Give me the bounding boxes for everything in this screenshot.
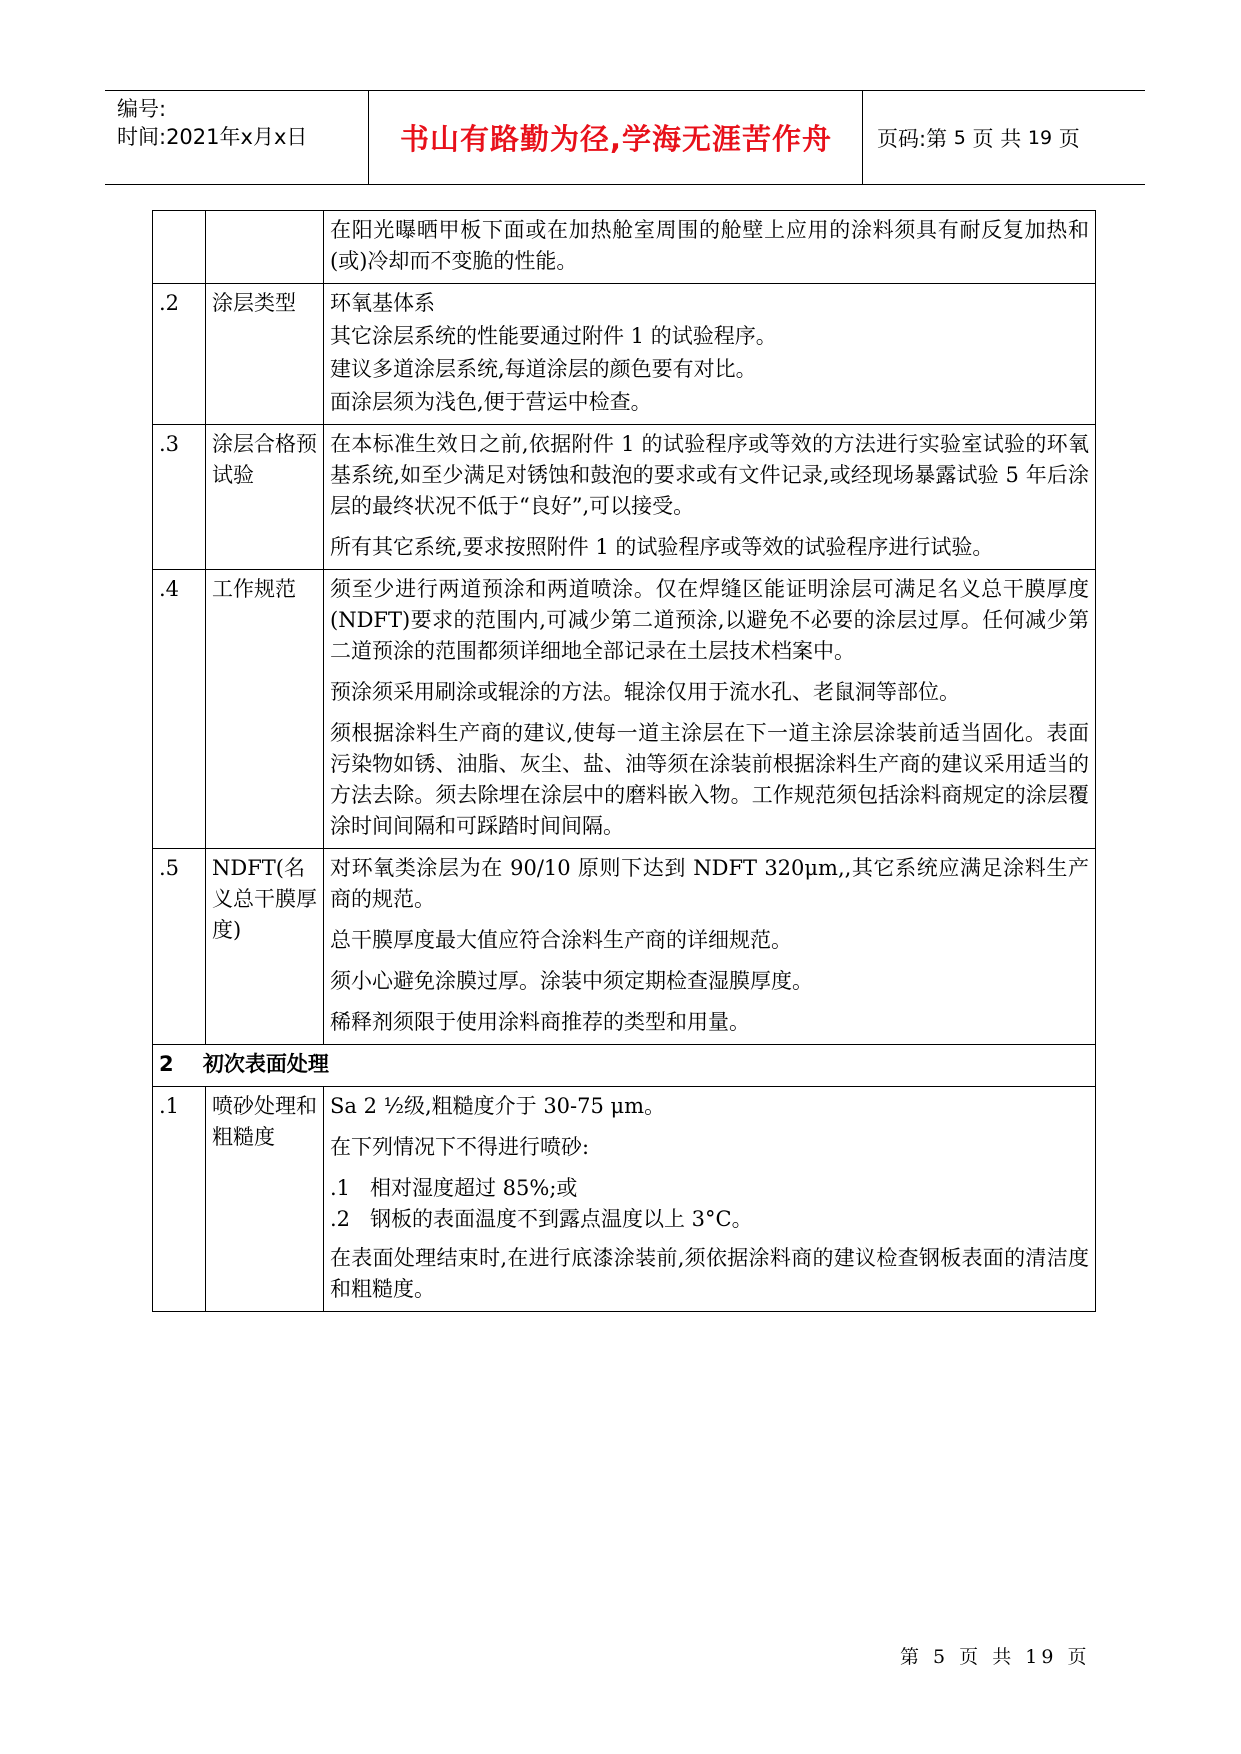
paragraph: 在下列情况下不得进行喷砂: <box>330 1135 590 1159</box>
row-content <box>324 284 1096 425</box>
row-number: .4 <box>153 570 206 849</box>
row-number: .5 <box>153 849 206 1045</box>
section-title: 初次表面处理 <box>202 1052 329 1076</box>
table-row <box>153 425 1096 570</box>
paragraph: 面涂层须为浅色,便于营运中检查。 <box>330 390 652 414</box>
paragraph: 对环氧类涂层为在 90/10 原则下达到 NDFT 320μm,,其它系统应满足涂料生产商的规范。 <box>330 856 1089 911</box>
row-number <box>153 211 206 284</box>
header-meta <box>117 95 367 151</box>
row-number: .3 <box>153 425 206 570</box>
row-label: 工作规范 <box>206 570 324 849</box>
section-row <box>153 1045 1096 1087</box>
row-label: 涂层合格预试验 <box>206 425 324 570</box>
table-row <box>153 570 1096 849</box>
paragraph: 稀释剂须限于使用涂料商推荐的类型和用量。 <box>330 1010 750 1034</box>
paragraph: 在表面处理结束时,在进行底漆涂装前,须依据涂料商的建议检查钢板表面的清洁度和粗糙度。 <box>330 1246 1089 1301</box>
page-total: 19 <box>1027 126 1053 149</box>
header-divider <box>862 91 863 184</box>
row-content <box>324 1087 1096 1312</box>
paragraph: 环氧基体系 <box>330 291 435 315</box>
list-item-number: .2 <box>330 1207 351 1231</box>
list-item <box>330 1173 1089 1204</box>
page-prefix: 页码:第 <box>877 126 948 151</box>
section-number: 2 <box>159 1052 174 1076</box>
row-label: 喷砂处理和粗糙度 <box>206 1087 324 1312</box>
row-content <box>324 425 1096 570</box>
table-row <box>153 1087 1096 1312</box>
paragraph: Sa 2 ½级,粗糙度介于 30-75 μm。 <box>330 1094 666 1118</box>
page-current: 5 <box>953 126 966 149</box>
list-item <box>330 1204 1089 1235</box>
page-footer: 第 5 页 共 19 页 <box>900 1646 1091 1668</box>
page-suffix: 页 <box>1058 126 1080 151</box>
row-content <box>324 211 1096 284</box>
paragraph: 在阳光曝晒甲板下面或在加热舱室周围的舱壁上应用的涂料须具有耐反复加热和(或)冷却而不变脆的性能。 <box>330 218 1089 273</box>
list-item-number: .1 <box>330 1176 351 1200</box>
section-heading <box>153 1045 1096 1087</box>
paragraph: 须根据涂料生产商的建议,使每一道主涂层在下一道主涂层涂装前适当固化。表面污染物如锈、油脂、灰尘、盐、油等须在涂装前根据涂料生产商的建议采用适当的方法去除。须去除埋在涂层中的磨料嵌入物。工作规范须包括涂料商规定的涂层覆涂时间间隔和可踩踏时间间隔。 <box>330 721 1089 838</box>
table-row <box>153 211 1096 284</box>
row-content <box>324 570 1096 849</box>
paragraph: 其它涂层系统的性能要通过附件 1 的试验程序。 <box>330 324 777 348</box>
paragraph: 建议多道涂层系统,每道涂层的颜色要有对比。 <box>330 357 757 381</box>
row-content <box>324 849 1096 1045</box>
row-label: 涂层类型 <box>206 284 324 425</box>
paragraph: 所有其它系统,要求按照附件 1 的试验程序或等效的试验程序进行试验。 <box>330 535 994 559</box>
list-item-text: 相对湿度超过 85%;或 <box>370 1176 578 1200</box>
header-motto: 书山有路勤为径,学海无涯苦作舟 <box>399 122 833 156</box>
specification-table <box>152 210 1096 1312</box>
row-number: .1 <box>153 1087 206 1312</box>
sub-list <box>330 1173 1089 1235</box>
table-row <box>153 849 1096 1045</box>
page-mid: 页 共 <box>972 126 1022 151</box>
paragraph: 须小心避免涂膜过厚。涂装中须定期检查湿膜厚度。 <box>330 969 813 993</box>
row-label: NDFT(名义总干膜厚度) <box>206 849 324 1045</box>
paragraph: 在本标准生效日之前,依据附件 1 的试验程序或等效的方法进行实验室试验的环氧基系统,如至少满足对锈蚀和鼓泡的要求或有文件记录,或经现场暴露试验 5 年后涂层的最终状况不低于“良好”,可以接受。 <box>330 432 1089 518</box>
document-number-label: 编号: <box>117 97 167 121</box>
paragraph: 总干膜厚度最大值应符合涂料生产商的详细规范。 <box>330 928 792 952</box>
row-number: .2 <box>153 284 206 425</box>
paragraph: 预涂须采用刷涂或辊涂的方法。辊涂仅用于流水孔、老鼠洞等部位。 <box>330 680 960 704</box>
row-label <box>206 211 324 284</box>
paragraph: 须至少进行两道预涂和两道喷涂。仅在焊缝区能证明涂层可满足名义总干膜厚度(NDFT)要求的范围内,可减少第二道预涂,以避免不必要的涂层过厚。任何减少第二道预涂的范围都须详细地全部记录在土层技术档案中。 <box>330 577 1089 663</box>
header-divider <box>368 91 369 184</box>
table-row <box>153 284 1096 425</box>
page-header <box>105 90 1145 185</box>
document-time: 时间:2021年x月x日 <box>117 125 308 149</box>
header-page-number <box>877 91 1080 184</box>
list-item-text: 钢板的表面温度不到露点温度以上 3°C。 <box>370 1207 753 1231</box>
